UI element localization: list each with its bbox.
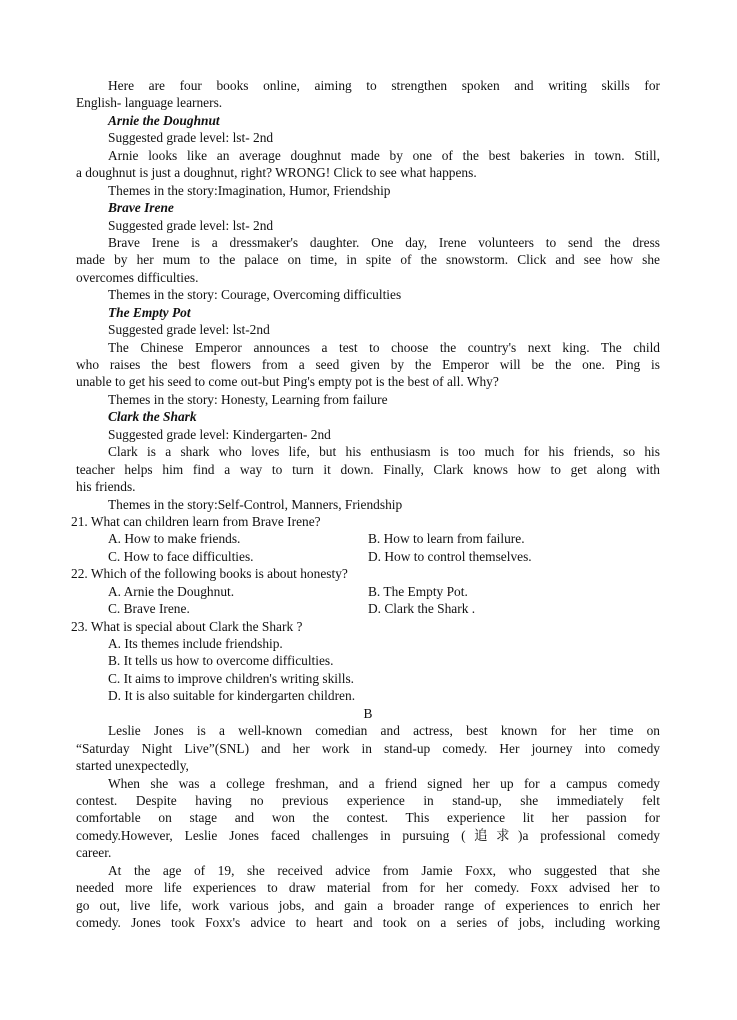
- paragraph-line: Leslie Jones is a well-known comedian and actress, best known for her time on: [108, 723, 660, 739]
- paragraph-line: comedy. Jones took Foxx's advice to heart and took on a series of jobs, including working: [76, 915, 660, 930]
- option-row: [76, 548, 660, 565]
- book-desc-line: a doughnut is just a doughnut, right? WRONG! Click to see what happens.: [76, 165, 477, 181]
- option-row: [76, 600, 660, 617]
- book-grade: Suggested grade level: lst-2nd: [108, 322, 270, 338]
- book-desc-line: The Chinese Emperor announces a test to choose the country's next king. The child: [108, 339, 660, 355]
- option-d: D. It is also suitable for kindergarten children.: [108, 688, 356, 704]
- book-grade: Suggested grade level: Kindergarten- 2nd: [108, 426, 331, 442]
- option-a: A. Its themes include friendship.: [108, 636, 283, 651]
- book-grade: Suggested grade level: lst- 2nd: [108, 217, 274, 233]
- book-desc-line: Clark is a shark who loves life, but his enthusiasm is too much for his friends, so his: [108, 444, 660, 460]
- book-desc-line: teacher helps him find a way to turn it down. Finally, Clark knows how to get along with: [76, 461, 660, 477]
- paragraph-line: “Saturday Night Live”(SNL) and her work in stand-up comedy. Her journey into comedy: [76, 740, 660, 756]
- option-d: D. How to control themselves.: [368, 548, 532, 564]
- paragraph-line: comfortable on stage and won the contest. This experience lit her passion for: [76, 810, 660, 826]
- section-label: B: [363, 705, 373, 721]
- option-b: B. The Empty Pot.: [368, 583, 468, 599]
- book-grade: Suggested grade level: lst- 2nd: [108, 130, 274, 146]
- option-d: D. Clark the Shark .: [368, 601, 476, 617]
- question-stem: 21. What can children learn from Brave Irene?: [71, 513, 321, 529]
- book-desc-line: made by her mum to the palace on time, in spite of the snowstorm. Click and see how she: [76, 252, 660, 268]
- paragraph-line: At the age of 19, she received advice from Jamie Foxx, who suggested that she: [108, 862, 660, 878]
- question-stem: 23. What is special about Clark the Shark ?: [71, 618, 303, 634]
- option-c: C. How to face difficulties.: [108, 548, 254, 564]
- book-title: Brave Irene: [108, 200, 174, 216]
- paragraph-line: comedy.However, Leslie Jones faced challenges in pursuing (追求)a professional comedy: [76, 827, 660, 843]
- paragraph-line: career.: [76, 845, 112, 861]
- book-themes: Themes in the story: Honesty, Learning from failure: [108, 391, 388, 407]
- book-title: Arnie the Doughnut: [108, 112, 220, 128]
- option-row: [76, 530, 660, 547]
- question-stem: 22. Which of the following books is about honesty?: [71, 566, 348, 582]
- paragraph-line: When she was a college freshman, and a friend signed her up for a campus comedy: [108, 775, 660, 791]
- option-b: B. It tells us how to overcome difficulties.: [108, 653, 334, 669]
- intro-line: English- language learners.: [76, 95, 223, 111]
- text-column: [71, 77, 660, 931]
- intro-line: Here are four books online, aiming to strengthen spoken and writing skills for: [108, 78, 660, 93]
- book-title: Clark the Shark: [108, 409, 197, 425]
- book-desc-line: unable to get his seed to come out-but Ping's empty pot is the best of all. Why?: [76, 374, 499, 390]
- book-desc-line: Brave Irene is a dressmaker's daughter. One day, Irene volunteers to send the dress: [108, 234, 660, 250]
- option-a: A. How to make friends.: [108, 531, 241, 547]
- book-title: The Empty Pot: [108, 304, 191, 320]
- option-a: A. Arnie the Doughnut.: [108, 583, 235, 599]
- book-desc-line: Arnie looks like an average doughnut made by one of the best bakeries in town. Still,: [108, 147, 660, 163]
- option-row: [76, 583, 660, 600]
- book-desc-line: his friends.: [76, 479, 136, 495]
- book-desc-line: who raises the best flowers from a seed given by the Emperor will be the one. Ping is: [76, 357, 660, 372]
- paragraph-line: go out, live life, work various jobs, and gain a broader range of experiences to enrich her: [76, 897, 660, 913]
- paragraph-line: contest. Despite having no previous experience in stand-up, she immediately felt: [76, 792, 660, 808]
- book-desc-line: overcomes difficulties.: [76, 269, 199, 285]
- book-themes: Themes in the story:Imagination, Humor, Friendship: [108, 182, 391, 198]
- paragraph-line: needed more life experiences to draw material from for her comedy. Foxx advised her to: [76, 880, 660, 896]
- book-themes: Themes in the story: Courage, Overcoming difficulties: [108, 287, 402, 303]
- book-themes: Themes in the story:Self-Control, Manners, Friendship: [108, 496, 403, 512]
- option-c: C. It aims to improve children's writing skills.: [108, 670, 355, 686]
- paragraph-line: started unexpectedly,: [76, 758, 189, 774]
- option-b: B. How to learn from failure.: [368, 531, 525, 547]
- option-c: C. Brave Irene.: [108, 601, 190, 617]
